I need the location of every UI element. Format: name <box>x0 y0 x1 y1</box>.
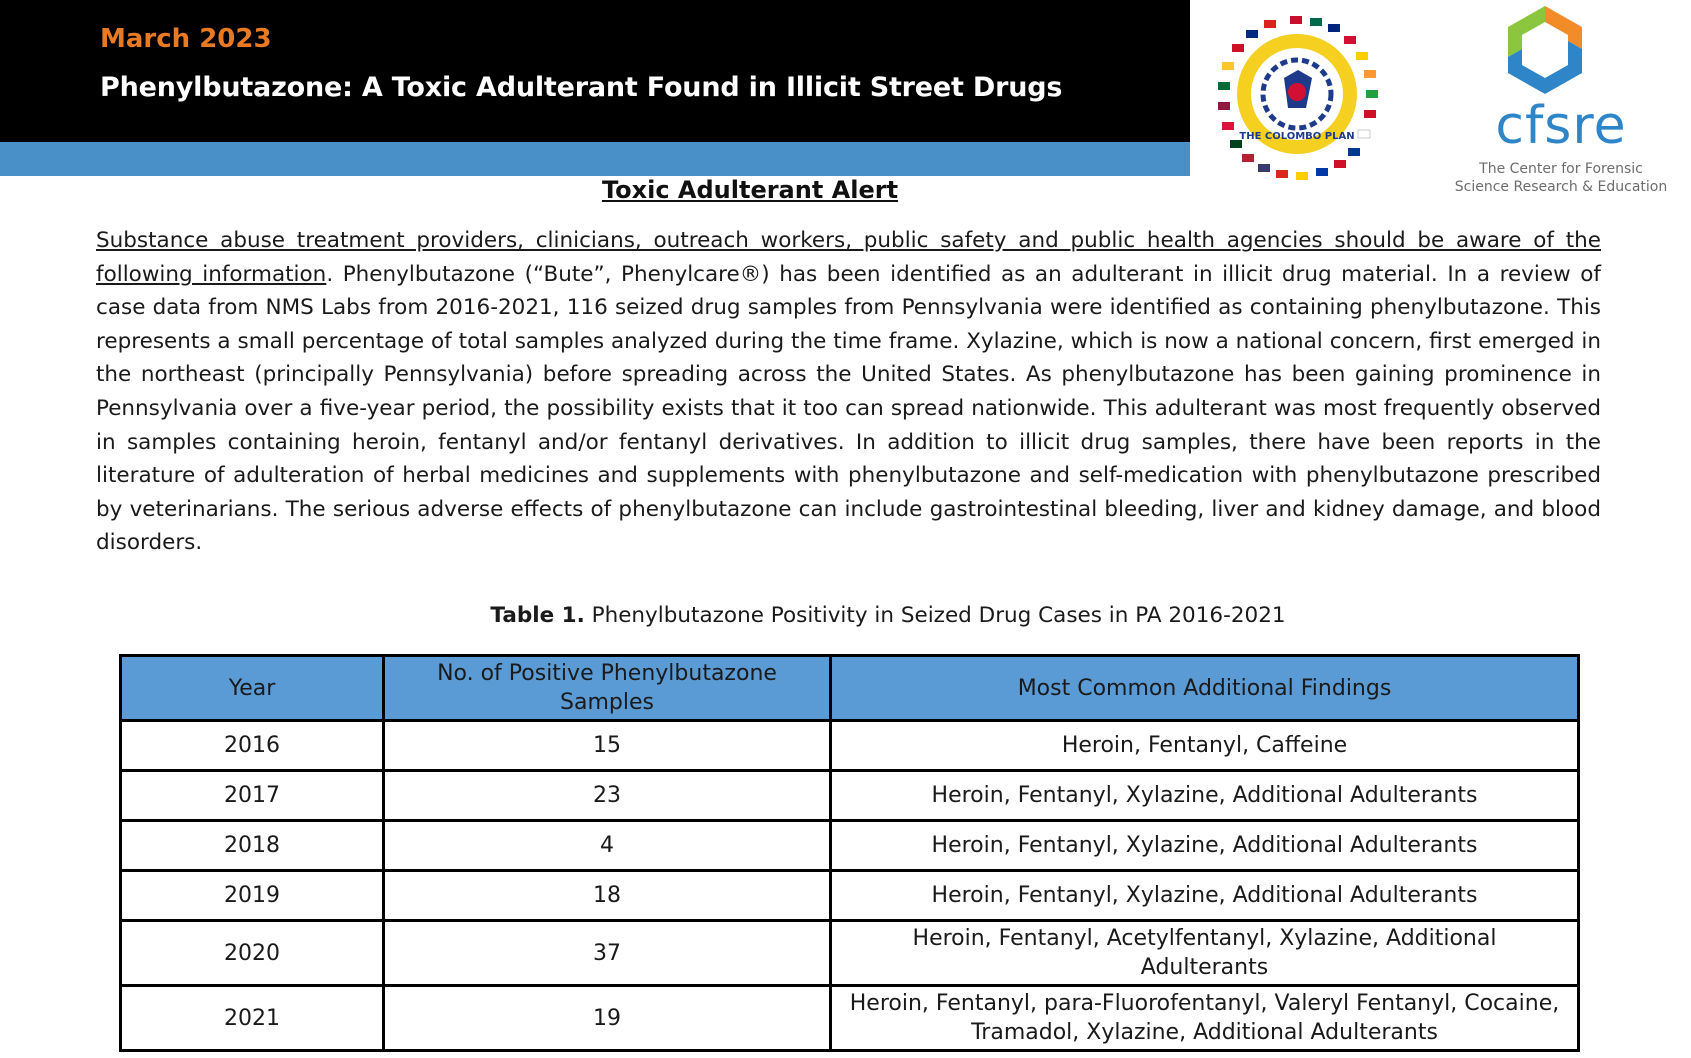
header-banner <box>0 0 1190 142</box>
cell-year: 2018 <box>121 821 384 871</box>
alert-lead-text: Substance abuse treatment providers, clinicians, outreach workers, public safety and public health agencies should be aware of the following information <box>96 228 1601 287</box>
publication-date: March 2023 <box>100 24 272 54</box>
colombo-plan-logo <box>1206 8 1388 190</box>
cell-count: 37 <box>384 921 831 986</box>
document-title: Phenylbutazone: A Toxic Adulterant Found in Illicit Street Drugs <box>100 72 1063 103</box>
colombo-plan-label: THE COLOMBO PLAN <box>1239 131 1355 142</box>
alert-heading: Toxic Adulterant Alert <box>601 176 899 204</box>
cell-year: 2017 <box>121 771 384 821</box>
cell-count: 23 <box>384 771 831 821</box>
cell-year: 2019 <box>121 871 384 921</box>
positivity-table <box>119 654 1580 1052</box>
table-row <box>121 821 1579 871</box>
table-row <box>121 921 1579 986</box>
cfsre-hexagon-logo <box>1500 4 1590 96</box>
cell-year: 2020 <box>121 921 384 986</box>
table-header-row <box>121 656 1579 721</box>
table-caption-label: Table 1. <box>490 603 585 628</box>
table-caption-text: Phenylbutazone Positivity in Seized Drug Cases in PA 2016-2021 <box>584 603 1286 628</box>
table-row <box>121 721 1579 771</box>
column-header-count: No. of Positive Phenylbutazone Samples <box>384 656 831 721</box>
column-header-findings: Most Common Additional Findings <box>831 656 1579 721</box>
table-row <box>121 871 1579 921</box>
cell-findings: Heroin, Fentanyl, Acetylfentanyl, Xylazine, Additional Adulterants <box>831 921 1579 986</box>
cell-year: 2021 <box>121 986 384 1051</box>
cfsre-subtitle-line2: Science Research & Education <box>1454 179 1668 195</box>
cell-findings: Heroin, Fentanyl, Xylazine, Additional Adulterants <box>831 821 1579 871</box>
table-row <box>121 986 1579 1051</box>
cell-count: 4 <box>384 821 831 871</box>
cfsre-subtitle-line1: The Center for Forensic <box>1479 161 1643 177</box>
header-accent-stripe <box>0 142 1190 176</box>
cell-count: 18 <box>384 871 831 921</box>
cell-findings: Heroin, Fentanyl, Xylazine, Additional Adulterants <box>831 871 1579 921</box>
cell-count: 15 <box>384 721 831 771</box>
alert-body-paragraph <box>96 224 1601 560</box>
cell-findings: Heroin, Fentanyl, para-Fluorofentanyl, Valeryl Fentanyl, Cocaine, Tramadol, Xylazine, Additional Adulterants <box>831 986 1579 1051</box>
cell-count: 19 <box>384 986 831 1051</box>
emblem-dot-icon <box>1288 83 1306 101</box>
cfsre-wordmark: cfsre <box>1495 96 1627 156</box>
alert-body-text: . Phenylbutazone (“Bute”, Phenylcare®) has been identified as an adulterant in illicit drug material. In a review of case data from NMS Labs from 2016-2021, 116 seized drug samples from Pennsylvania were identified as containing phenylbutazone. This represents a small percentage of total samples analyzed during the time frame. Xylazine, which is now a national concern, first emerged in the northeast (principally Pennsylvania) before spreading across the United States. As phenylbutazone has been gaining prominence in Pennsylvania over a five-year period, the possibility exists that it too can spread nationwide. This adulterant was most frequently observed in samples containing heroin, fentanyl and/or fentanyl derivatives. In addition to illicit drug samples, there have been reports in the literature of adulteration of herbal medicines and supplements with phenylbutazone and self-medication with phenylbutazone prescribed by veterinarians. The serious adverse effects of phenylbutazone can include gastrointestinal bleeding, liver and kidney damage, and blood disorders. <box>96 261 1601 556</box>
table-caption <box>0 603 1691 628</box>
table-row <box>121 771 1579 821</box>
cell-findings: Heroin, Fentanyl, Caffeine <box>831 721 1579 771</box>
cell-findings: Heroin, Fentanyl, Xylazine, Additional Adulterants <box>831 771 1579 821</box>
column-header-year: Year <box>121 656 384 721</box>
cell-year: 2016 <box>121 721 384 771</box>
